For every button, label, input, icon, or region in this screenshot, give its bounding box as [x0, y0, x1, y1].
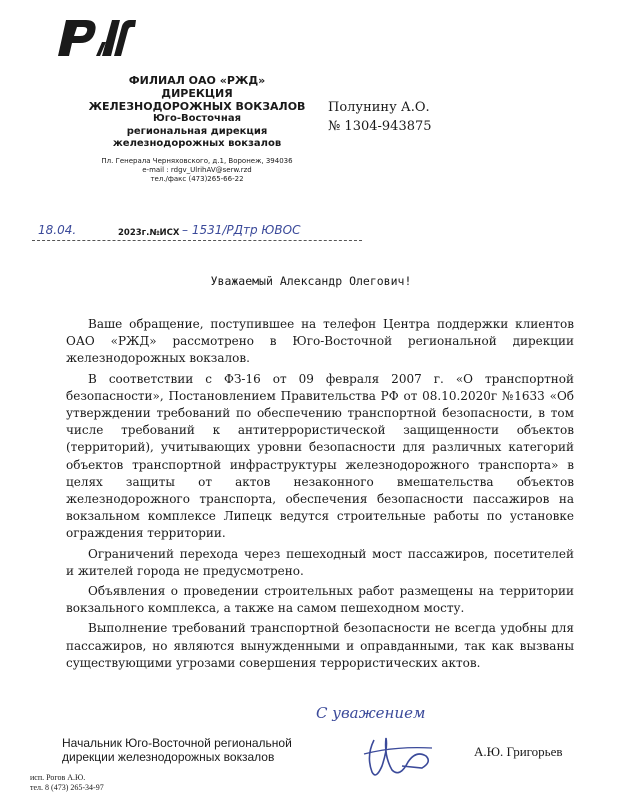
rzd-logo [52, 12, 136, 58]
outgoing-date: 18.04. [38, 223, 77, 237]
executor-block [30, 773, 104, 793]
letter-body [66, 316, 574, 675]
addressee-name: Полунину А.О. [328, 100, 430, 115]
org-line-3: ЖЕЛЕЗНОДОРОЖНЫХ ВОКЗАЛОВ [88, 100, 306, 113]
signature-note: С уважением [316, 704, 426, 722]
addressee-number: № 1304-943875 [328, 119, 432, 134]
outgoing-number-row [32, 222, 362, 244]
signer-position-line-2: дирекции железнодорожных вокзалов [62, 750, 275, 764]
org-address: Пл. Генерала Черняховского, д.1, Воронеж, 394036 [101, 156, 293, 165]
body-paragraph: Объявления о проведении строительных работ размещены на территории вокзального комплекса, а также на самом пешеходном мосту. [66, 584, 574, 616]
organization-header [88, 74, 306, 184]
executor-phone: тел. 8 (473) 265-34-97 [30, 783, 104, 792]
org-line-1: ФИЛИАЛ ОАО «РЖД» [128, 74, 266, 87]
executor-name: исп. Рогов А.Ю. [30, 773, 86, 782]
org-line-6: железнодорожных вокзалов [112, 138, 282, 149]
signer-position-line-1: Начальник Юго-Восточной региональной [62, 736, 292, 750]
org-line-5: региональная дирекция [126, 125, 268, 137]
signer-position [62, 736, 362, 764]
body-paragraph: Выполнение требований транспортной безопасности не всегда удобны для пассажиров, но являются вынужденными и оправданными, так как вызваны существующими угрозами совершения террористических актов. [66, 621, 574, 670]
greeting: Уважаемый Александр Олегович! [210, 274, 412, 288]
outgoing-number: – 1531/РДтр ЮВОС [182, 223, 301, 237]
org-email: e-mail : rdgv_UlrihAV@serw.rzd [142, 165, 252, 174]
body-paragraph: Ваше обращение, поступившее на телефон Центра поддержки клиентов ОАО «РЖД» рассмотрено в Юго-Восточной региональной дирекции железнодорожных вокзалов. [66, 317, 574, 366]
outgoing-underline [32, 240, 362, 241]
outgoing-year-label: 2023г.№ИСХ [118, 228, 180, 238]
org-phone: тел./факс (473)265-66-22 [150, 174, 244, 183]
org-line-4: Юго-Восточная [152, 113, 241, 124]
org-line-2: ДИРЕКЦИЯ [161, 87, 233, 100]
signer-name: А.Ю. Григорьев [474, 744, 563, 759]
addressee-block [328, 98, 432, 136]
body-paragraph: В соответствии с ФЗ-16 от 09 февраля 2007 г. «О транспортной безопасности», Постановлением Правительства РФ от 08.10.2020г №1633 «Об утверждении требований по обеспечению транспортной безопасности, в том числе требований к антитеррористической защищенности объектов (территорий), учитывающих уровни безопасности для различных категорий объектов транспортной инфраструктуры железнодорожного транспорта» в целях защиты от актов незаконного вмешательства объектов железнодорожного транспорта, обеспечения безопасности пассажиров на вокзальном комплексе Липецк ведутся строительные работы по установке ограждения территории. [66, 371, 574, 541]
body-paragraph: Ограничений перехода через пешеходный мост пассажиров, посетителей и жителей города не предусмотрено. [66, 546, 574, 578]
